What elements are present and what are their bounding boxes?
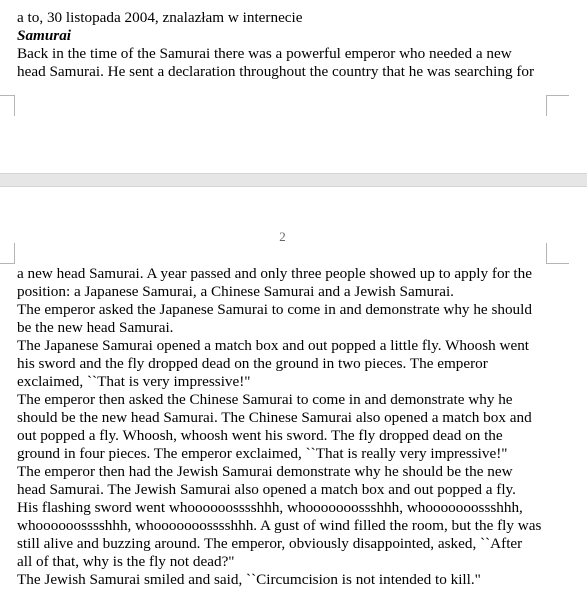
- text-line: The emperor then had the Jewish Samurai demonstrate why he should be the new: [17, 463, 513, 480]
- text-line: whoooooosssshhh, whooooooosssshhh. A gust of wind filled the room, but the fly was: [17, 517, 542, 534]
- document-page-1: [0, 0, 587, 173]
- text-line: His flashing sword went whoooooosssshhh, whooooooossshhh, whooooooossshhh,: [17, 499, 523, 516]
- document-title: Samurai: [17, 27, 72, 44]
- text-line: head Samurai. He sent a declaration throughout the country that he was searching for: [17, 63, 535, 80]
- text-line: should be the new head Samurai. The Chinese Samurai also opened a match box and: [17, 409, 532, 426]
- intro-line: a to, 30 listopada 2004, znalazłam w internecie: [17, 9, 303, 26]
- text-line: be the new head Samurai.: [17, 319, 174, 336]
- crop-mark-bottom-right: [546, 95, 569, 116]
- text-line: The emperor then asked the Chinese Samurai to come in and demonstrate why he: [17, 391, 513, 408]
- page-1-body: [17, 9, 577, 81]
- document-page-2: [0, 187, 587, 600]
- page-separator: [0, 173, 587, 187]
- text-line: out popped a fly. Whoosh, whoosh went his sword. The fly dropped dead on the: [17, 427, 503, 444]
- text-line: The emperor asked the Japanese Samurai to come in and demonstrate why he should: [17, 301, 532, 318]
- page-2-body: [17, 265, 577, 589]
- text-line: all of that, why is the fly not dead?": [17, 553, 235, 570]
- text-line: a new head Samurai. A year passed and only three people showed up to apply for the: [17, 265, 532, 282]
- text-line: head Samurai. The Jewish Samurai also opened a match box and out popped a fly.: [17, 481, 516, 498]
- text-line: The Japanese Samurai opened a match box and out popped a little fly. Whoosh went: [17, 337, 530, 354]
- text-line: The Jewish Samurai smiled and said, ``Circumcision is not intended to kill.": [17, 571, 481, 588]
- text-line: his sword and the fly dropped dead on the ground in two pieces. The emperor: [17, 355, 488, 372]
- text-line: ground in four pieces. The emperor exclaimed, ``That is really very impressive!": [17, 445, 508, 462]
- crop-mark-top-right: [546, 243, 569, 264]
- text-line: still alive and buzzing around. The emperor, obviously disappointed, asked, ``After: [17, 535, 523, 552]
- crop-mark-bottom-left: [0, 95, 15, 116]
- text-line: exclaimed, ``That is very impressive!": [17, 373, 251, 390]
- page-number: 2: [279, 229, 286, 244]
- text-line: Back in the time of the Samurai there was a powerful emperor who needed a new: [17, 45, 512, 62]
- crop-mark-top-left: [0, 243, 15, 264]
- text-line: position: a Japanese Samurai, a Chinese Samurai and a Jewish Samurai.: [17, 283, 454, 300]
